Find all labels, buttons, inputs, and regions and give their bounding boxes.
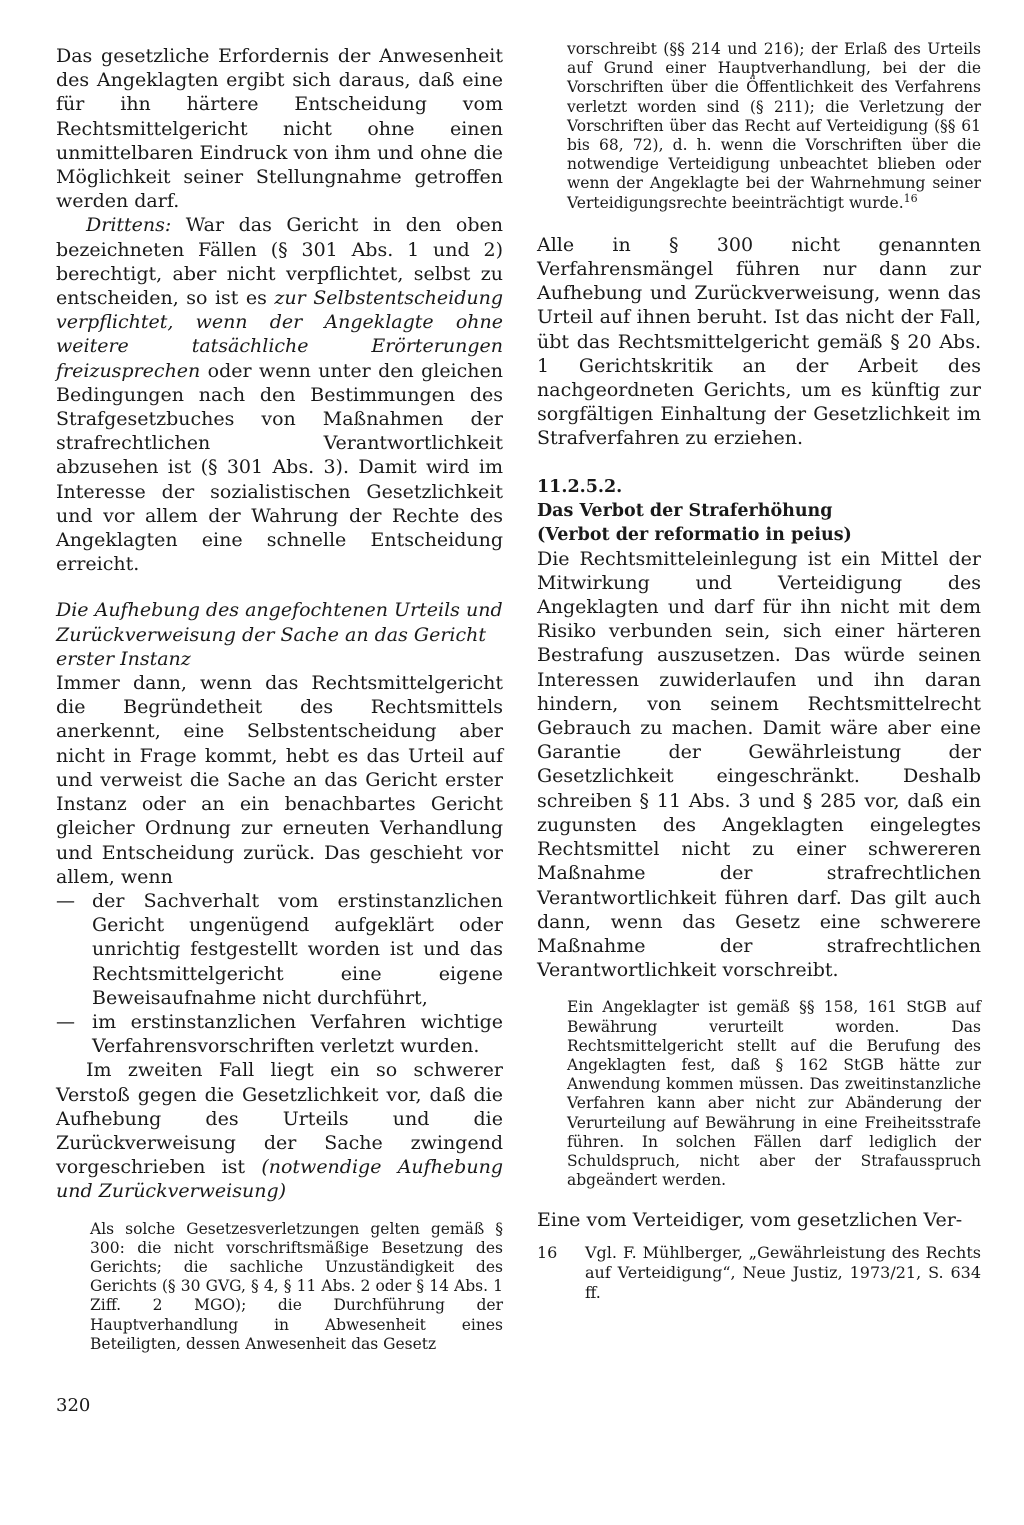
paragraph-presence-requirement: Das gesetzliche Erfordernis der Anwesenheit des Angeklagten ergibt sich daraus, daß eine für ihn härtere Entscheidung vom Rechtsmittelgericht nicht ohne einen unmittelbaren Eindruck von ihm und ohne die Möglichkeit seiner Stellungnahme getroffen werden darf. (56, 45, 503, 213)
section-subtitle: (Verbot der reformatio in peius) (537, 524, 852, 545)
paragraph-text: War das Gericht in den oben bezeichneten Fällen (§ 301 Abs. 1 und 2) berechtigt, aber nicht verpflichtet, selbst zu entscheiden, so ist es (56, 214, 503, 310)
footnote-number: 16 (537, 1242, 558, 1262)
paragraph-drittens (56, 213, 503, 576)
dash-marker: — (56, 889, 75, 912)
paragraph-text: Im zweiten Fall liegt ein so schwerer Verstoß gegen die Gesetzlichkeit vor, daß die Aufhebung des Urteils und die Zurückverweisung der Sache zwingend vorgeschrieben ist (56, 1059, 503, 1179)
smallprint-gesetzesverletzungen: Als solche Gesetzesverletzungen gelten gemäß § 300: die nicht vorschriftsmäßige Besetzung des Gerichts; die sachliche Unzuständigkeit des Gerichts (§ 30 GVG, § 4, § 11 Abs. 2 oder § 14 Abs. 1 Ziff. 2 MGO); die Durchführung der Hauptverhandlung in Abwesenheit eines Beteiligten, dessen Anwesenheit das Gesetz (90, 1219, 503, 1353)
footnote (537, 1243, 981, 1303)
emphasis-text: (notwendige Aufhebung und Zurückverweisung) (56, 1156, 503, 1203)
smallprint-example: Ein Angeklagter ist gemäß §§ 158, 161 StGB auf Bewährung verurteilt worden. Das Rechtsmittelgericht stellt auf die Berufung des Angeklagten fest, daß § 162 StGB hätte zur Anwendung kommen müssen. Das zweitinstanzliche Verfahren kann aber nicht zur Abänderung der Verurteilung auf Bewährung in eine Freiheitsstrafe führen. In solchen Fällen darf lediglich der Schuldspruch, nicht aber der Strafausspruch abgeändert werden. (567, 998, 981, 1190)
footnote-reference: 16 (903, 191, 918, 205)
footnote-text: Vgl. F. Mühlberger, „Gewährleistung des Rechts auf Verteidigung“, Neue Justiz, 1973/21, S. 634 ff. (585, 1242, 981, 1302)
subheading-aufhebung: Die Aufhebung des angefochtenen Urteils und Zurückverweisung der Sache an das Gericht erster Instanz (56, 599, 503, 670)
smallprint-text: vorschreibt (§§ 214 und 216); der Erlaß des Urteils auf Grund einer Hauptverhandlung, bei der die Vorschriften über die Öffentlichkeit des Verfahrens verletzt worden sind (§ 211); die Verletzung der Vorschriften über das Recht auf Verteidigung (§§ 61 bis 68, 72), d. h. wenn die Vorschriften über die notwendige Verteidigung unbeachtet blieben oder wenn der Angeklagte bei der Wahrnehmung seiner Verteidigungsrechte beeinträchtigt wurde. (567, 40, 981, 212)
paragraph-verfahrensmaengel: Alle in § 300 nicht genannten Verfahrensmängel führen nur dann zur Aufhebung und Zurückverweisung, wenn das Urteil auf ihnen beruht. Ist das nicht der Fall, übt das Rechtsmittelgericht gemäß § 20 Abs. 1 Gerichtskritik an der Arbeit des nachgeordneten Gerichts, um es künftig zur sorgfältigen Einhaltung der Gesetzlichkeit im Strafverfahren zu erziehen. (537, 233, 981, 450)
smallprint-continued (567, 40, 981, 213)
bullet-list (56, 889, 503, 1058)
paragraph-zweiter-fall (56, 1058, 503, 1203)
emphasis-text: zur Selbstentscheidung verpflichtet, wenn der Angeklagte ohne weitere tatsächliche Erörterungen freizusprechen (56, 287, 503, 382)
dash-marker: — (56, 1010, 75, 1033)
paragraph-rechtsmitteleinlegung: Die Rechtsmitteleinlegung ist ein Mittel der Mitwirkung und Verteidigung des Angeklagten und darf für ihn nicht mit dem Risiko verbunden sein, sich einer härteren Bestrafung auszusetzen. Das würde seinen Interessen zuwiderlaufen und ihn daran hindern, von seinem Rechtsmittelrecht Gebrauch zu machen. Damit wäre aber eine Garantie der Gewährleistung der Gesetzlichkeit eingeschränkt. Deshalb schreiben § 11 Abs. 3 und § 285 vor, daß ein zugunsten des Angeklagten eingelegtes Rechtsmittel nicht zu einer schwereren Maßnahme der strafrechtlichen Verantwortlichkeit führen darf. Das gilt auch dann, wenn das Gesetz eine schwerere Maßnahme der strafrechtlichen Verantwortlichkeit vorschreibt. (537, 547, 981, 982)
right-column (537, 40, 981, 1303)
list-item-text: der Sachverhalt vom erstinstanzlichen Gericht ungenügend aufgeklärt oder unrichtig festgestellt worden ist und das Rechtsmittelgericht eine eigene Beweisaufnahme nicht durchführt, (92, 889, 503, 1009)
left-column (56, 44, 503, 1354)
paragraph-text: oder wenn unter den gleichen Bedingungen nach den Bestimmungen des Strafgesetzbuches von Maßnahmen der strafrechtlichen Verantwortlichkeit abzusehen ist (§ 301 Abs. 3). Damit wird im Interesse der sozialistischen Gesetzlichkeit und vor allem der Wahrung der Rechte des Angeklagten eine schnelle Entscheidung erreicht. (56, 359, 503, 576)
section-number: 11.2.5.2. (537, 476, 623, 497)
paragraph-lead-word: Drittens: (86, 214, 172, 237)
paragraph-immer-dann: Immer dann, wenn das Rechtsmittelgericht die Begründetheit des Rechtsmittels anerkennt, eine Selbstentscheidung aber nicht in Frage kommt, hebt es das Urteil auf und verweist die Sache an das Gericht erster Instanz oder an ein benachbartes Gericht gleicher Ordnung zur erneuten Verhandlung und Entscheidung zurück. Das geschieht vor allem, wenn (56, 672, 503, 888)
paragraph-verteidiger: Eine vom Verteidiger, vom gesetzlichen Ver- (537, 1209, 963, 1232)
page-number: 320 (56, 1395, 91, 1416)
list-item (56, 889, 503, 1010)
section-title: Das Verbot der Straferhöhung (537, 500, 833, 521)
list-item-text: im erstinstanzlichen Verfahren wichtige Verfahrensvorschriften verletzt wurden. (92, 1010, 503, 1058)
list-item (56, 1010, 503, 1058)
